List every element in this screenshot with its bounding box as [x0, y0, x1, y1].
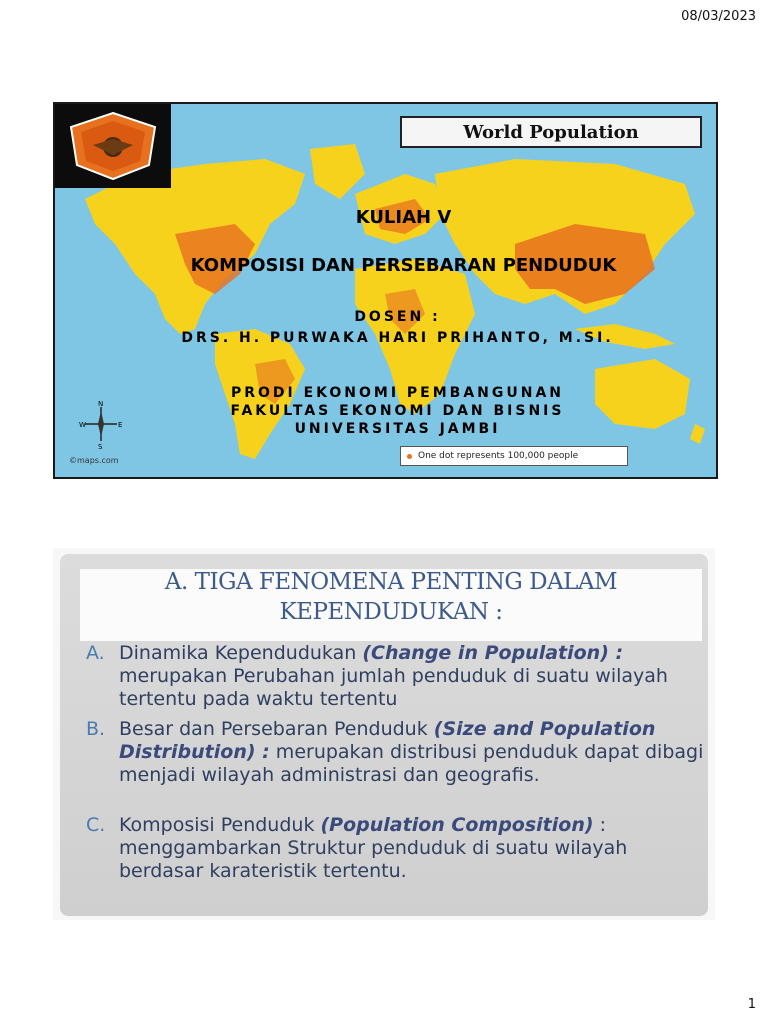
university-logo	[55, 104, 171, 188]
page-number: 1	[747, 997, 756, 1012]
list-marker: C.	[86, 814, 106, 836]
list-item	[86, 718, 706, 787]
map-title-box	[400, 116, 702, 148]
list-item	[86, 814, 706, 883]
heading-line-1: A. TIGA FENOMENA PENTING DALAM	[164, 569, 618, 595]
item-rest: merupakan distribusi penduduk dapat dibagi menjadi wilayah administrasi dan geografis.	[119, 741, 704, 786]
map-legend	[400, 446, 628, 466]
compass-s: S	[98, 443, 103, 449]
map-title: World Population	[463, 121, 639, 143]
legend-dot-icon	[407, 454, 412, 459]
slide-panel	[60, 554, 708, 916]
topic-title: KOMPOSISI DAN PERSEBARAN PENDUDUK	[190, 255, 617, 276]
lecturer-name: DRS. H. PURWAKA HARI PRIHANTO, M.SI.	[181, 330, 614, 346]
legend-text: One dot represents 100,000 people	[418, 451, 579, 461]
item-emphasis: (Population Composition)	[320, 814, 594, 836]
heading-line-2: KEPENDUDUKAN :	[279, 599, 503, 625]
list-item	[86, 642, 706, 711]
item-lead: Dinamika Kependudukan	[119, 642, 363, 664]
program-name: PRODI EKONOMI PEMBANGUNAN	[230, 385, 565, 401]
university-name: UNIVERSITAS JAMBI	[294, 421, 501, 437]
title-slide	[53, 102, 718, 479]
item-lead: Besar dan Persebaran Penduduk	[119, 718, 434, 740]
slide-heading	[80, 567, 702, 627]
course-title: KULIAH V	[355, 207, 452, 228]
item-lead: Komposisi Penduduk	[119, 814, 321, 836]
page-date: 08/03/2023	[681, 9, 756, 24]
content-slide	[53, 548, 715, 920]
item-rest: merupakan Perubahan jumlah penduduk di suatu wilayah tertentu pada waktu tertentu	[119, 665, 668, 710]
lecturer-label: DOSEN :	[354, 309, 441, 325]
compass-n: N	[98, 400, 104, 408]
item-emphasis: (Change in Population) :	[362, 642, 624, 664]
list-marker: A.	[86, 642, 105, 664]
compass-e: E	[118, 421, 123, 429]
item-emphasis: (Size and Population Distribution) :	[119, 718, 656, 763]
list-marker: B.	[86, 718, 106, 740]
faculty-name: FAKULTAS EKONOMI DAN BISNIS	[230, 403, 565, 419]
compass-w: W	[79, 421, 86, 429]
compass-icon	[79, 399, 123, 449]
map-credit: ©maps.com	[69, 456, 119, 465]
item-rest: : menggambarkan Struktur penduduk di suatu wilayah berdasar karateristik tertentu.	[119, 814, 628, 882]
